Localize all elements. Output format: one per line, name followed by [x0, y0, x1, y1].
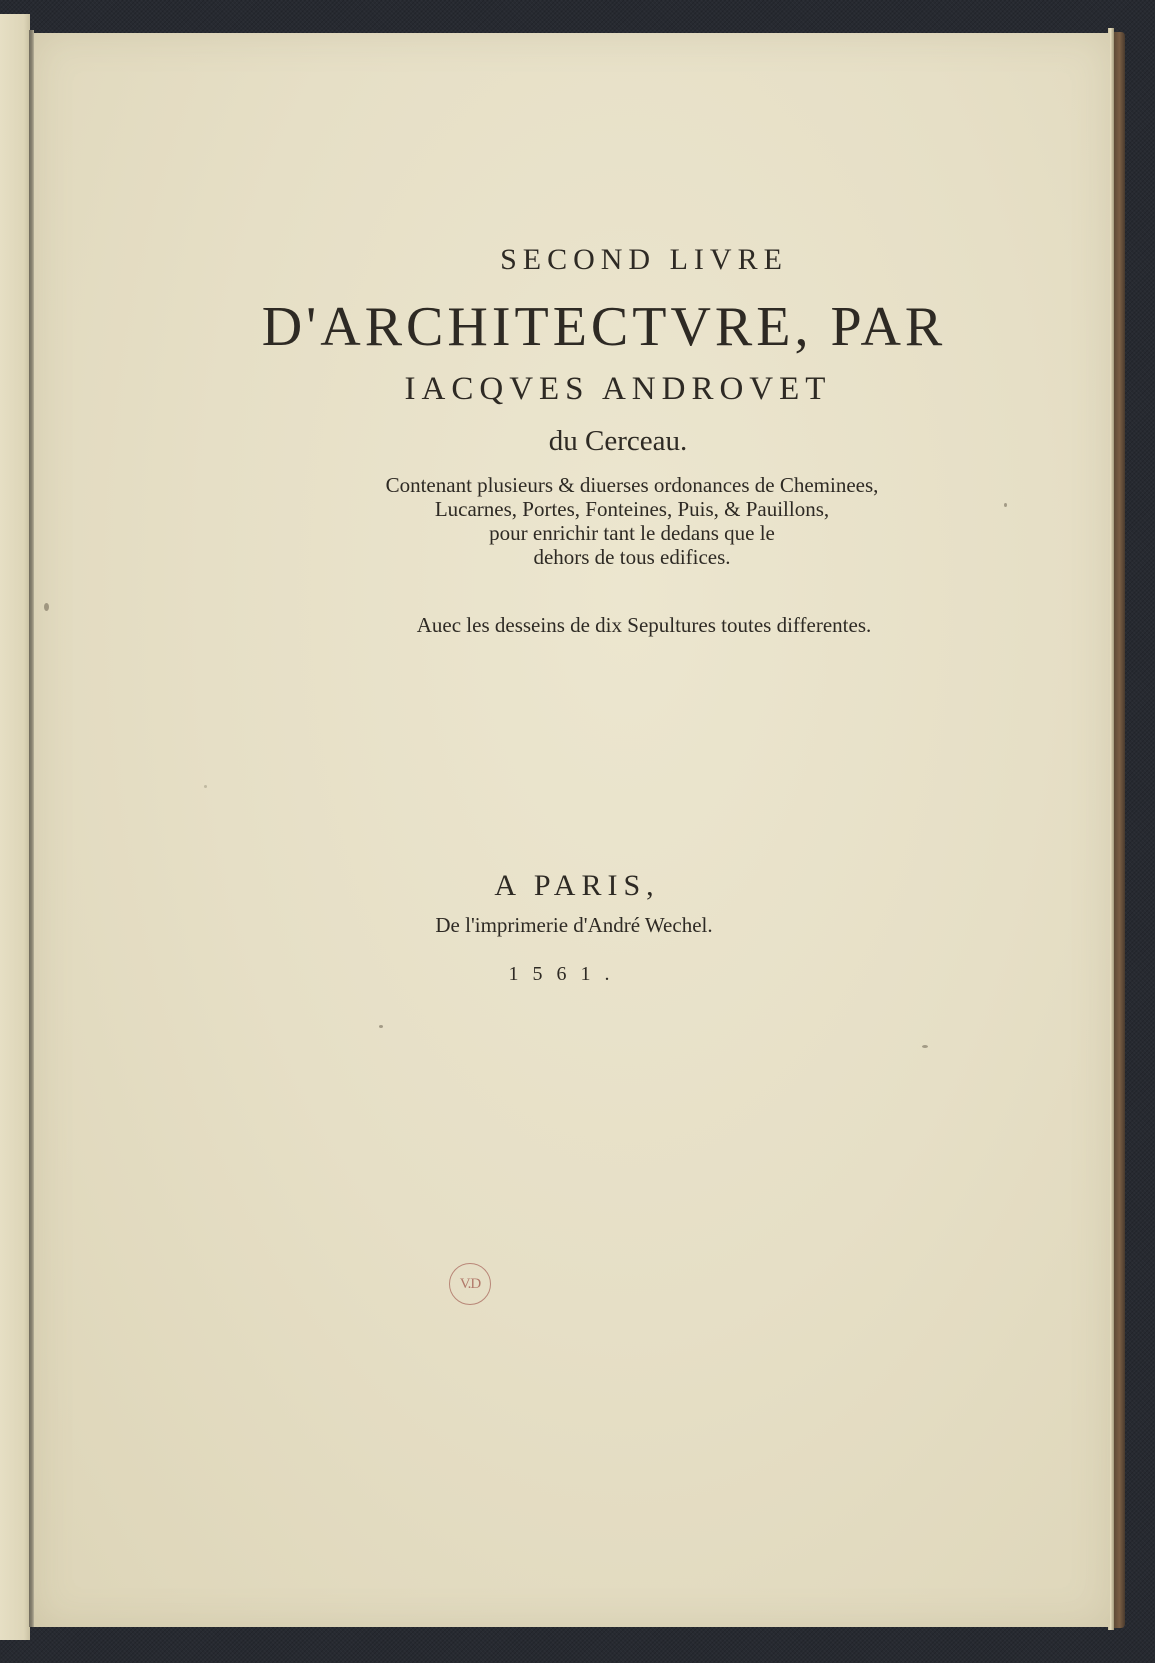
foxing-spot: [44, 603, 49, 611]
imprint-year: 1561.: [508, 963, 624, 985]
library-stamp: V.D: [449, 1263, 491, 1305]
foxing-spot: [1004, 503, 1007, 507]
title-second-livre: SECOND LIVRE: [500, 243, 788, 276]
foxing-spot: [922, 1045, 928, 1048]
description-block: [94, 473, 1155, 569]
foxing-spot: [379, 1025, 383, 1028]
supplement-line: Auec les desseins de dix Sepultures toutes differentes.: [416, 613, 872, 637]
author-surname: du Cerceau.: [548, 425, 688, 457]
imprint-place: A PARIS,: [494, 869, 660, 902]
foxing-spot: [204, 785, 207, 788]
imprint-printer: De l'imprimerie d'André Wechel.: [435, 913, 713, 937]
description-line: dehors de tous edifices.: [533, 545, 731, 569]
author-name: IACQVES ANDROVET: [404, 371, 832, 407]
facing-page-edge: [0, 14, 30, 1640]
title-architecture: D'ARCHITECTVRE, PAR: [261, 296, 947, 358]
title-page: [34, 33, 1110, 1627]
description-line: Lucarnes, Portes, Fonteines, Puis, & Pauillons,: [434, 497, 830, 521]
description-line: Contenant plusieurs & diuerses ordonances de Cheminees,: [385, 473, 879, 497]
description-line: pour enrichir tant le dedans que le: [489, 521, 775, 545]
